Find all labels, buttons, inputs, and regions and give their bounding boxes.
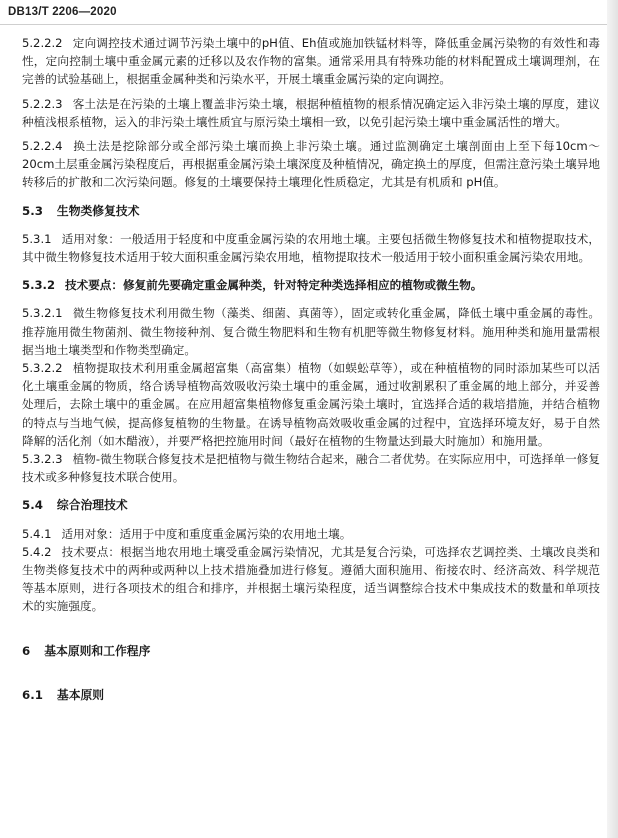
clause-text: 技术要点：根据当地农用地土壤受重金属污染情况，尤其是复合污染，可选择农艺调控类、土壤改良类和生物类修复技术中的两种或两种以上技术措施叠加进行修复。遵循大面积施用、衔接农时、经济高效、科学规范等基本原则，进行各项技术的组合和排序，并根据土壤污染程度，适当调整综合技术中集成技术的数量和单项技术的实施强度。 xyxy=(22,544,600,614)
clause-number: 5.2.2.3 xyxy=(22,96,63,111)
clause-5-2-2-4 xyxy=(22,137,600,192)
clause-5-3-2-3 xyxy=(22,450,600,486)
clause-5-3-2-1 xyxy=(22,304,600,359)
clause-text: 技术要点：修复前先要确定重金属种类，针对特定种类选择相应的植物或微生物。 xyxy=(65,278,483,293)
section-number: 5.4 xyxy=(22,498,43,513)
section-number: 6.1 xyxy=(22,687,43,702)
clause-text: 适用对象：一般适用于轻度和中度重金属污染的农用地土壤。主要包括微生物修复技术和植物提取技术，其中微生物修复技术适用于较大面积重金属污染农用地，植物提取技术一般适用于较小面积重金属污染农用地。 xyxy=(22,231,600,265)
clause-text: 植物提取技术利用重金属超富集（高富集）植物（如蜈蚣草等），或在种植植物的同时添加某些可以活化土壤重金属的物质，络合诱导植物高效吸收污染土壤中的重金属，通过收割累积了重金属的地上部分，并妥善处理后，去除土壤中的重金属。在应用超富集植物修复重金属污染土壤时，宜选择合适的栽培措施，并结合植物的特点与当地气候，提高修复植物的生物量。在诱导植物高效吸收重金属的过程中，宜选择环境友好，易于自然降解的活化剂（如木醋液），并要严格把控施用时间（最好在植物的生物量达到最大时施加）和施用量。 xyxy=(22,361,600,448)
clause-5-3-1 xyxy=(22,230,600,266)
page-edge-shadow xyxy=(607,0,618,838)
clause-5-2-2-2 xyxy=(22,34,600,89)
clause-number: 5.3.2.1 xyxy=(22,306,63,321)
clause-5-2-2-3 xyxy=(22,95,600,131)
section-number: 5.3 xyxy=(22,203,43,218)
section-title: 基本原则 xyxy=(56,687,105,702)
clause-text: 适用对象：适用于中度和重度重金属污染的农用地土壤。 xyxy=(61,526,352,541)
clause-number: 5.3.1 xyxy=(22,231,52,246)
clause-5-4-1 xyxy=(22,525,600,543)
clause-5-3-2 xyxy=(22,276,600,294)
clause-number: 5.2.2.4 xyxy=(22,139,63,154)
chapter-number: 6 xyxy=(22,643,31,658)
clause-text: 客土法是在污染的土壤上覆盖非污染土壤，根据种植植物的根系情况确定运入非污染土壤的厚度，建议种植浅根系植物，运入的非污染土壤性质宜与原污染土壤相一致，以免引起污染土壤中重金属活性的增大。 xyxy=(22,96,600,129)
section-title: 生物类修复技术 xyxy=(56,203,140,218)
clause-text: 微生物修复技术利用微生物（藻类、细菌、真菌等），固定或转化重金属，降低土壤中重金属的毒性。推荐施用微生物菌剂、微生物接种剂、复合微生物肥料和生物有机肥等微生物修复材料。施用种类和施用量需根据当地土壤类型和作物类型确定。 xyxy=(22,306,600,357)
section-heading-6-1 xyxy=(22,686,600,704)
section-heading-5-4 xyxy=(22,496,600,514)
clause-number: 5.3.2.3 xyxy=(22,452,63,467)
clause-number: 5.4.2 xyxy=(22,544,52,559)
header-divider xyxy=(0,24,608,25)
section-heading-5-3 xyxy=(22,202,600,220)
clause-text: 换土法是挖除部分或全部污染土壤而换上非污染土壤。通过监测确定土壤剖面由上至下每10cm～20cm土层重金属污染程度后，再根据重金属污染土壤深度及种植情况，确定换土的厚度，但需注意污染土壤异地转移后的扩散和二次污染问题。修复的土壤要保持土壤理化性质稳定，尤其是有机质和 pH值。 xyxy=(22,139,600,190)
document-body xyxy=(22,34,600,704)
section-title: 综合治理技术 xyxy=(56,498,128,513)
chapter-title: 基本原则和工作程序 xyxy=(44,643,151,658)
clause-5-3-2-2 xyxy=(22,359,600,450)
chapter-heading-6 xyxy=(22,642,600,660)
clause-text: 定向调控技术通过调节污染土壤中的pH值、Eh值或施加铁锰材料等，降低重金属污染物的有效性和毒性，定向控制土壤中重金属元素的迁移以及农作物的富集。通常采用具有特殊功能的材料配置成土壤调理剂，在完善的试验基础上，根据重金属种类和污染水平，开展土壤重金属污染的定向调控。 xyxy=(22,36,600,87)
standard-code: DB13/T 2206—2020 xyxy=(8,6,117,18)
clause-number: 5.3.2.2 xyxy=(22,361,63,376)
clause-number: 5.4.1 xyxy=(22,526,52,541)
clause-text: 植物-微生物联合修复技术是把植物与微生物结合起来，融合二者优势。在实际应用中，可选择单一修复技术或多种修复技术联合使用。 xyxy=(22,452,600,485)
clause-5-4-2 xyxy=(22,543,600,616)
clause-number: 5.2.2.2 xyxy=(22,36,63,50)
clause-number: 5.3.2 xyxy=(22,278,56,293)
